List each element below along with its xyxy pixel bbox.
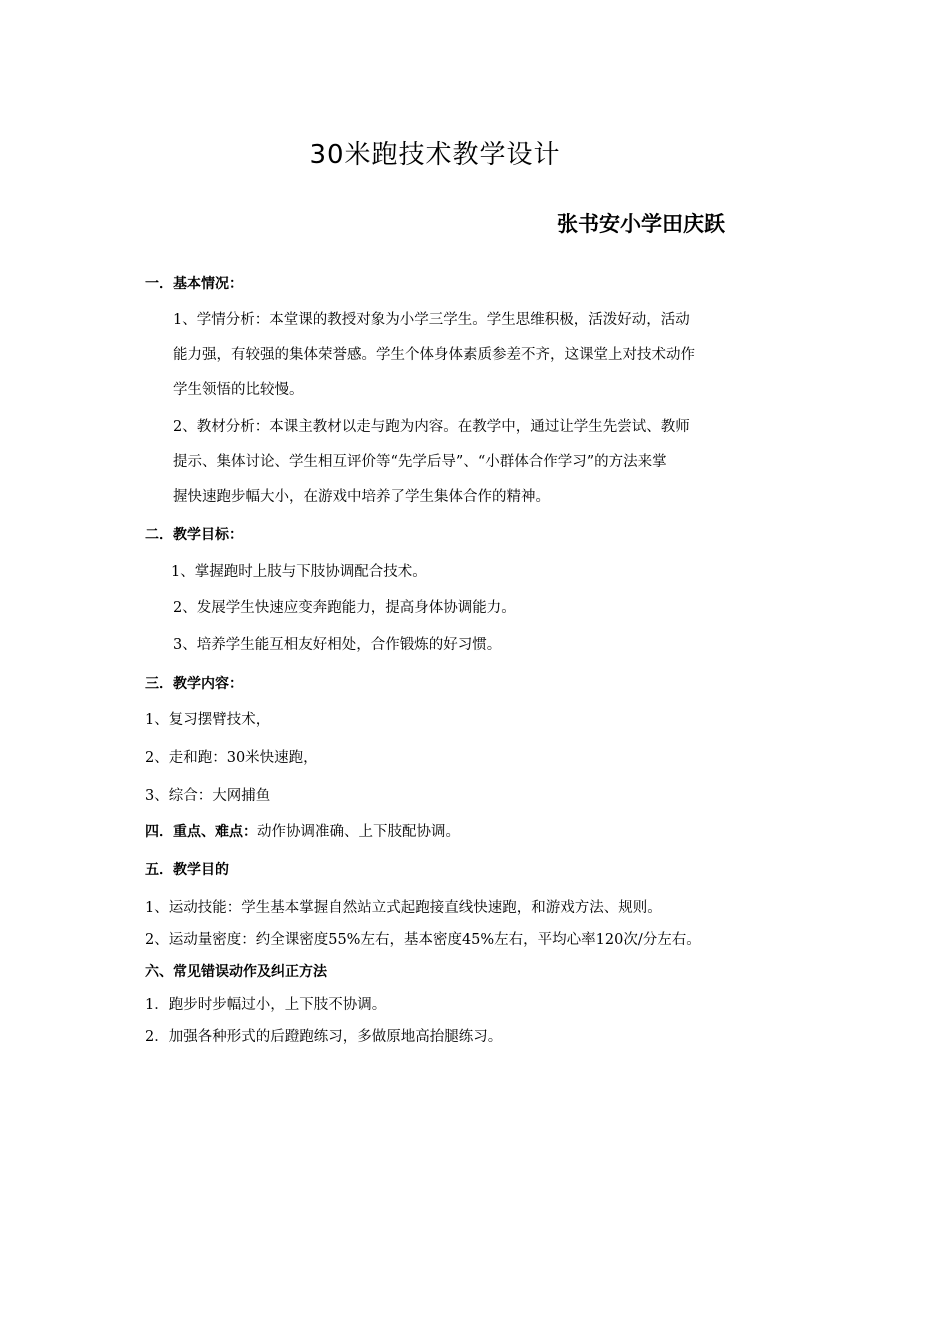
section-heading-common-errors: 六、常见错误动作及纠正方法	[145, 964, 327, 980]
list-item: 2、走和跑：30米快速跑，	[145, 750, 318, 766]
list-item: 1、运动技能：学生基本掌握自然站立式起跑接直线快速跑，和游戏方法、规则。	[145, 900, 662, 916]
section-heading-basic-info: 一．基本情况：	[145, 276, 243, 292]
document-author: 张书安小学田庆跃	[557, 212, 725, 236]
key-points-text: 动作协调准确、上下肢配协调。	[257, 824, 460, 840]
list-item: 1、复习摆臂技术，	[145, 712, 271, 728]
section-heading-key-points: 四．重点、难点：	[145, 824, 257, 840]
paragraph-line: 学生领悟的比较慢。	[173, 382, 304, 398]
paragraph-line: 提示、集体讨论、学生相互评价等“先学后导”、“小群体合作学习”的方法来掌	[173, 454, 667, 470]
list-item: 3、综合：大网捕鱼	[145, 788, 271, 804]
list-item: 2、运动量密度：约全课密度55%左右，基本密度45%左右，平均心率120次/分左右。	[145, 932, 701, 948]
section-heading-content: 三．教学内容：	[145, 676, 243, 692]
paragraph-line: 2、教材分析：本课主教材以走与跑为内容。在教学中，通过让学生先尝试、教师	[173, 419, 690, 435]
list-item: 2．加强各种形式的后蹬跑练习，多做原地高抬腿练习。	[145, 1029, 503, 1045]
paragraph-line: 握快速跑步幅大小，在游戏中培养了学生集体合作的精神。	[173, 489, 550, 505]
list-item: 3、培养学生能互相友好相处，合作锻炼的好习惯。	[173, 637, 502, 653]
list-item: 1、掌握跑时上肢与下肢协调配合技术。	[171, 564, 427, 580]
section-heading-goals: 二．教学目标：	[145, 527, 243, 543]
list-item: 2、发展学生快速应变奔跑能力，提高身体协调能力。	[173, 600, 516, 616]
section-heading-purpose: 五．教学目的	[145, 862, 229, 878]
document-title: 30米跑技术教学设计	[309, 140, 561, 170]
paragraph-line: 能力强，有较强的集体荣誉感。学生个体身体素质参差不齐，这课堂上对技术动作	[173, 347, 695, 363]
paragraph-line: 1、学情分析：本堂课的教授对象为小学三学生。学生思维积极，活泼好动，活动	[173, 312, 690, 328]
list-item: 1．跑步时步幅过小，上下肢不协调。	[145, 997, 387, 1013]
key-points-line	[145, 822, 460, 842]
